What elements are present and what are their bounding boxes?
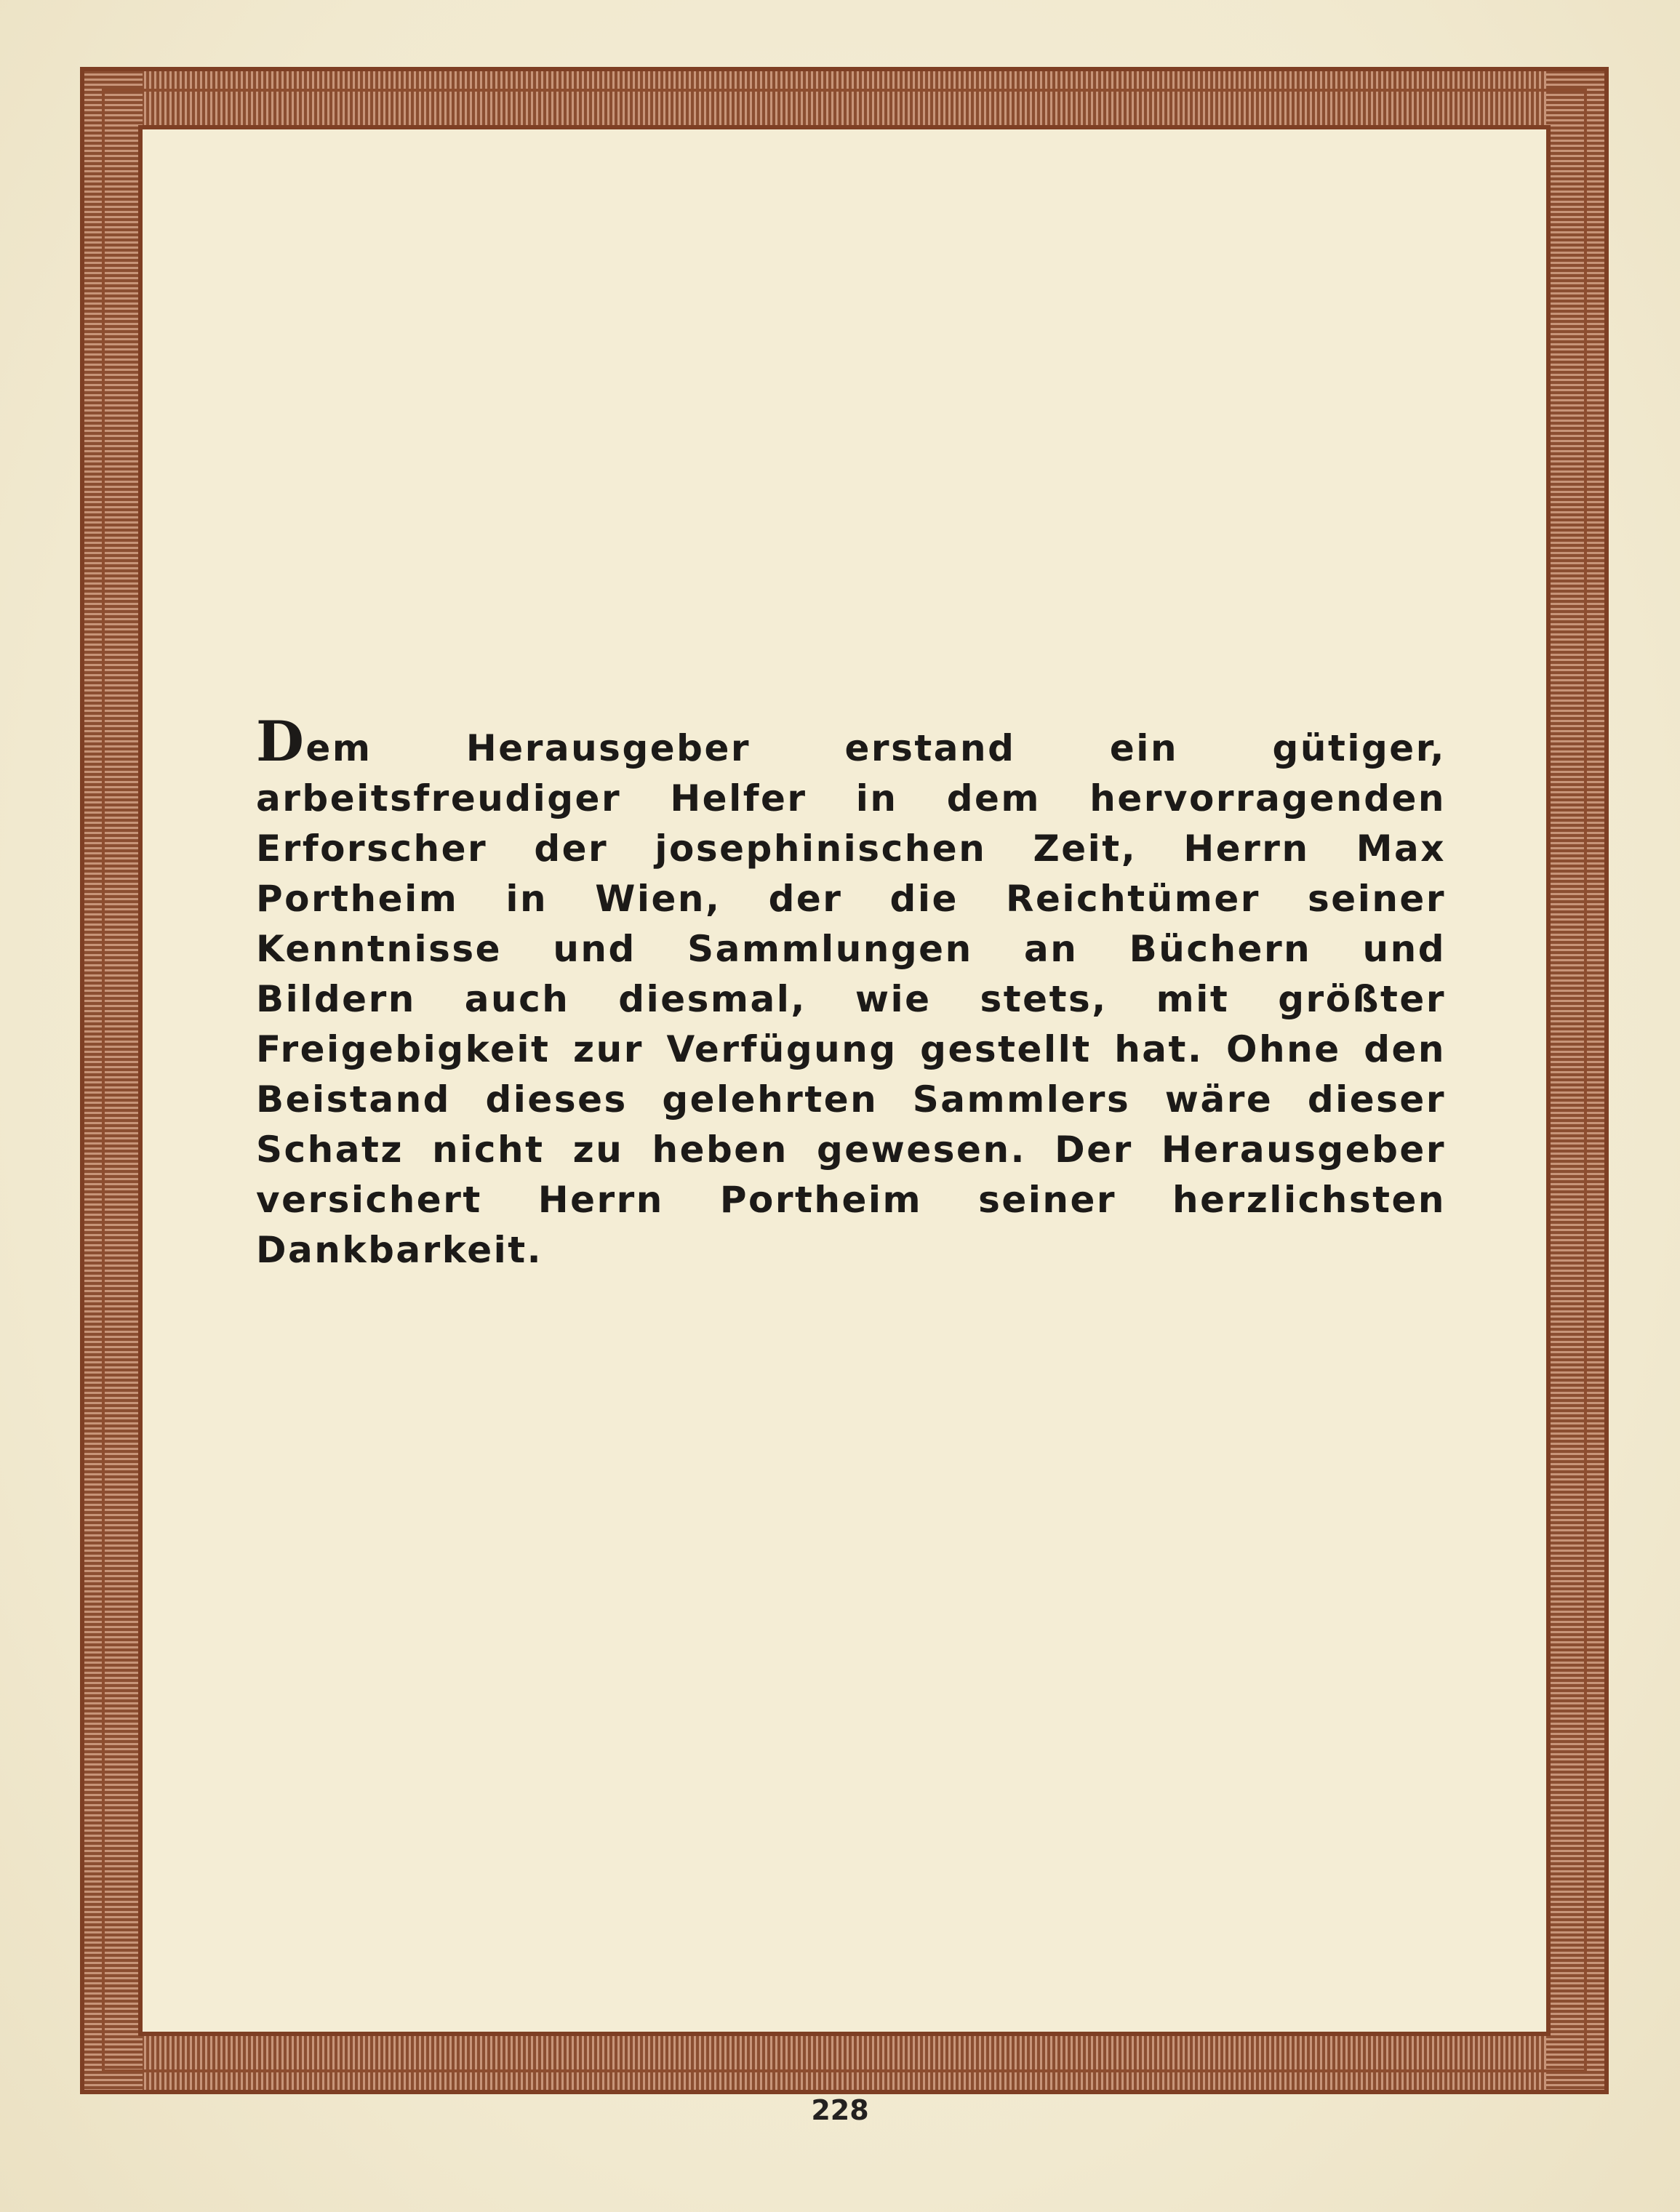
paragraph-text: em Herausgeber erstand ein gütiger, arbeitsfreudiger Helfer in dem hervorragenden Erforscher der josephinischen Zeit, Herrn Max Portheim in Wien, der die Reichtümer seiner Kenntnisse und Sammlungen an Büchern und Bildern auch diesmal, wie stets, mit größter Freigebigkeit zur Verfügung gestellt hat. Ohne den Beistand dieses gelehrten Sammlers wäre dieser Schatz nicht zu heben gewesen. Der Herausgeber versichert Herrn Portheim seiner herzlichsten Dankbarkeit. [256,727,1446,1271]
drop-initial: D [256,709,306,774]
dedication-paragraph [256,709,1446,1275]
page-number: 228 [811,2094,869,2126]
